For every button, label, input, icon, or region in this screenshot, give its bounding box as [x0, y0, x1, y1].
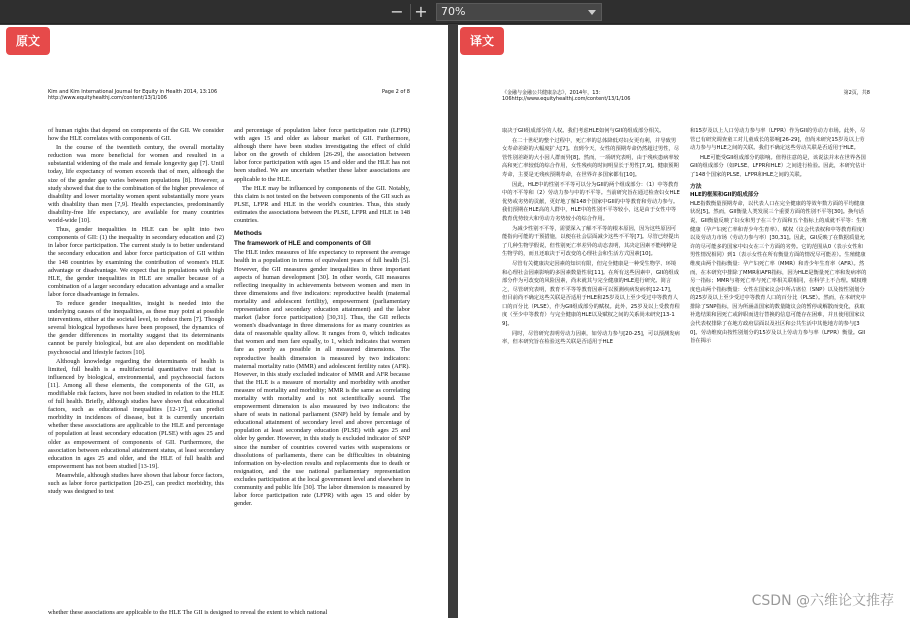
- paragraph: In the course of the twentieth century, the overall mortality reduction was more beneficial for women and resulted in a substantial widening of the male and female longevity gap [7]. Until today, life expectancy of women exceeds that of men, although the size of the gender gap varies between populations [8]. However, a study showed that due to the combination of the higher prevalence of disability and lower mortality women spent substantially more years with disability than men [7,9]. Health expectancies, predominantly disability-free life expectancy, are available for many countries world-wide [10].: [48, 144, 224, 225]
- paragraph: The HLE may be influenced by components of the GII. Notably, this claim is not tested on the between components of the GII such as PLSE, LFPR and HLE in the world's countries. Thus, this study estimates the associations between the PLSE, LFPR and HLE in 148 countries.: [234, 184, 410, 225]
- paragraph: To reduce gender inequalities, insight is needed into the underlying causes of the inequalities, as these may point at possible interventions, either at the societal level, to reduce them [7]. Though several biological hypotheses have been proposed, the dynamics of the gender differences in mortality suggest that its determinants cannot be purely biological, but are also dependent on modifiable psychosocial and lifestyle factors [10].: [48, 299, 224, 356]
- original-badge: 原文: [6, 27, 50, 55]
- translation-page-number: 第2页，共8: [843, 90, 870, 96]
- section-heading: 方法: [690, 183, 702, 190]
- original-column-2: [234, 127, 410, 617]
- paragraph: 为减少性别不平等，需要深入了解不平等的根本原因，因为这些原因可能指向可能的干预措施，以便在社会层面减少这些不平等[7]。尽管已经提出了几种生物学假说，但性别死亡率差异的动态表明，其决定因素不能纯粹是生物学的，而且还取决于可改变的心理社会和生活方式因素[10]。: [502, 225, 680, 258]
- paragraph: Meanwhile, although studies have shown that labour force factors, such as labor force participation [20-25], can predict morbidity, this study was designed to test: [48, 471, 224, 496]
- paragraph: of human rights that depend on components of the GII. We consider how the HLE correlates with components of GII.: [48, 127, 224, 143]
- translation-page: [458, 25, 910, 618]
- csdn-watermark: CSDN @六维论文推荐: [751, 593, 894, 609]
- page-number: Page 2 of 8: [381, 89, 410, 95]
- original-page: [0, 25, 448, 618]
- translation-badge: 译文: [460, 27, 504, 55]
- paragraph: 同时，尽管研究表明劳动力因素，如劳动力参与[20-25]，可以预测发病率，但本研究旨在检验这些关联是否适用于HLE: [502, 330, 680, 346]
- section-heading: The framework of HLE and components of GII: [234, 240, 371, 248]
- paragraph: The HLE index measures of life expectancy to represent the average health in a population in terms of equivalent years of full health [5]. However, the GII measures gender inequalities in three important aspects of human development [30]. In other words, GII measures reflecting inequality in achievements between women and men in three dimensions and five indicators: reproductive health (maternal mortality and adolescent fertility), empowerment (parliamentary representation and secondary education attainment) and the labor market (labor force participation) [30,31]. Thus, the GII reflects women's disadvantage in three dimensions for as many countries as data of reasonable quality allow. It ranges from 0, which indicates that women and men fare equally, to 1, which indicates that women fare as poorly as possible in all measured dimensions. The reproductive health dimension is measured by two indicators: maternal mortality ratio (MMR) and adolescent fertility rates (AFR). However, in this study excluded indicator of MMR and AFR because that the HLE is a measure of mortality and morbidity with another measure of mortality and morbidity; MMR is the same as correlating mortality with mortality and is not scientifically sound. The empowerment dimension is also measured by two indicators: the share of seats in national parliament (SNP) held by female and by educational attainment of secondary level and above percentage of population at least secondary education (PLSE) with ages 25 and older by gender. However, in this study is excluded indicator of SNP since the number of countries covered varies with suspensions or dissolutions of parliaments, there can be difficulties in obtaining information on by-election results and replacements due to death or resignation, and the use national parliamentary representation excludes participation at the local government level and elsewhere in community and public life [30]. The labor dimension is measured by labor force participation rate (LFPR) with ages 15 and older by gender.: [234, 249, 410, 508]
- pdf-toolbar: [0, 0, 910, 24]
- paragraph: HLE可能受GII组成部分的影响。值得注意的是，该说法并未在世界各国GII的组成部分（如PLSE、LFPR和HLE）之间进行检验。因此，本研究估计了148个国家的PLSE、LFPR和HLE之间的关联。: [690, 154, 866, 178]
- paragraph: 取决于GII组成部分的人权。我们考虑HLE如何与GII的组成部分相关。: [502, 128, 665, 134]
- paragraph: 和15岁及以上人口劳动力参与率（LFPR）作为GII的劳动力市场。此外，尽管已有研究调查童工对儿童成长的影响[26-29]，但尚未研究15岁及以上劳动力参与与HLE之间的关联。我们不确定这些劳动关联是否适用于HLE。: [690, 128, 866, 152]
- chevron-down-icon: [588, 10, 596, 15]
- section-heading: Methods: [234, 230, 262, 238]
- original-column-1: [48, 127, 224, 617]
- paragraph: HLE指数衡量预期寿命，以代表人口在完全健康的等效年数方面的平均健康状况[5]。然而，GII衡量人类发展三个重要方面的性别不平等[30]。换句话说，GII衡量反映了妇女和男子在三个方面和五个指标上的成就不平等：生殖健康（孕产妇死亡率和青少年生育率）、赋权（议会代表权和中等教育程度）以及劳动力市场（劳动力参与率）[30,31]。因此，GII反映了在数据质量允许的尽可能多的国家中妇女在三个方面的劣势。它的范围从0（表示女性和男性情况相同）到1（表示女性在所有衡量方面的情况尽可能差）。生殖健康维度由两个指标衡量：孕产妇死亡率（MMR）和青少年生育率（AFR）。然而，在本研究中排除了MMR和AFR指标，因为HLE是衡量死亡率和发病率的另一指标；MMR与将死亡率与死亡率相关联相同，在科学上不合理。赋权维度也由两个指标衡量：女性在国家议会中所占席位（SNP）以及按性别划分的25岁及以上至少受过中等教育人口的百分比（PLSE）。然而，在本研究中排除了SNP指标，因为所涵盖国家的数量随议会的暂停或解散而变化，获取补选结果和因死亡或辞职而进行替换的信息可能存在困难，并且使用国家议会代表权排除了在地方政府层面以及社区和公共生活中其他地方的参与[30]。劳动维度由按性别划分的15岁及以上劳动力参与率（LFPR）衡量。GII旨在揭示: [690, 200, 868, 345]
- paragraph: and percentage of population labor force participation rate (LFPR) with ages 15 and older as labour market of GII. Furthermore, although there have been studies investigating the effect of child labor on the growth of children [26-29], the association between labor force participation with ages 15 and older and the HLE has not been studied. We are uncertain whether these labor associations are applicable to the HLE.: [234, 127, 410, 183]
- page-header-left: Kim and Kim International Journal for Equity in Health 2014, 13:106 http://www.equityhealthj.com/content/13/1/106: [48, 89, 218, 101]
- zoom-out-button[interactable]: −: [390, 2, 404, 21]
- zoom-level-select[interactable]: [436, 3, 602, 21]
- paragraph: Although knowledge regarding the determinants of health is limited, full health is a multifactorial quantitative trait that is influenced by biological, environmental, and psychosocial factors [11]. Among all these elements, the components of the GII, as modifiable risk factors, have not been studied in relation to the HLE of full health. Briefly, although studies have shown that educational factors, such as educational inequalities [12-17], can predict morbidity in incidences of disease, but it is currently uncertain whether these associations are applicable to the HLE and percentage of population at least secondary education (PLSE) with ages 25 and older as empowerment of components of GII. Furthermore, the association between educational attainment status, at least secondary education in ages 25 and older, and the HLE of full health and empowerment has not been studied [13-19].: [48, 357, 224, 470]
- zoom-in-button[interactable]: +: [414, 2, 428, 21]
- paragraph: Thus, gender inequalities in HLE can be split into two components of GII: (1) the inequality in secondary education and (2) in labor force participation. The current study is to better understand the secondary education and labor force participation of GII within the 148 countries by examining the contribution of women's HLE advantage or disadvantage. We expect that in populations with high HLE, the gender inequalities in HLE are smaller because of a combination of a larger secondary education advantage and a smaller labor force disadvantage in females.: [48, 226, 224, 298]
- paragraph: 在二十世纪的整个过程中，死亡率的总体降低对妇女更有利，并导致男女寿命差距的大幅度扩大[7]。直到今天，女性的预期寿命仍然超过男性，尽管性别差距的大小因人群而异[8]。然而，一项研究表明，由于残疾患病率较高和死亡率较低的综合作用，女性残疾的时间明显长于男性[7,9]。健康预期寿命，主要是无残疾预期寿命，在世界许多国家都有[10]。: [502, 137, 680, 178]
- translation-column-2: [690, 127, 868, 613]
- paragraph: 因此，HLE中的性别不平等可以分为GII的两个组成部分：（1）中等教育中的不平等和（2）劳动力参与中的不平等。当前研究旨在通过检查妇女HLE优势或劣势的贡献，更好地了解148个国家中GII的中等教育和劳动力参与。我们预期在HLE高的人群中，HLE中的性别不平等较小，这是由于女性中等教育优势较大和劳动力劣势较小的综合作用。: [502, 181, 680, 222]
- translation-header-left: 《金融与金融公共健康杂志》，2014年，13： 106http://www.equityhealthj.com/content/13/1/106: [502, 90, 631, 102]
- original-bottom-line: whether these associations are applicable to the HLE The GII is designed to reveal the extent to which national: [48, 609, 328, 616]
- zoom-level-value: 70%: [441, 5, 466, 18]
- toolbar-divider: [410, 4, 411, 20]
- paragraph: 尽管有关健康决定因素的知识有限，但完全健康是一种受生物学、环境和心理社会因素影响的多因素数量性状[11]。在所有这些因素中，GII的组成部分作为可改变的风险因素，尚未就其与完全健康的HLE进行研究。简言之，尽管研究表明，教育不平等等教育因素可以预测疾病发病率[12-17]，但目前尚不确定这些关联是否适用于HLE和25岁及以上至少受过中等教育人口的百分比（PLSE），作为GII组成部分的赋权。此外，25岁及以上受教育程度（至少中等教育）与完全健康的HLE以及赋权之间的关系尚未研究[13-19]。: [502, 260, 680, 328]
- translation-column-1: [502, 127, 680, 613]
- section-heading: HLE的框架和GII的组成部分: [690, 192, 759, 199]
